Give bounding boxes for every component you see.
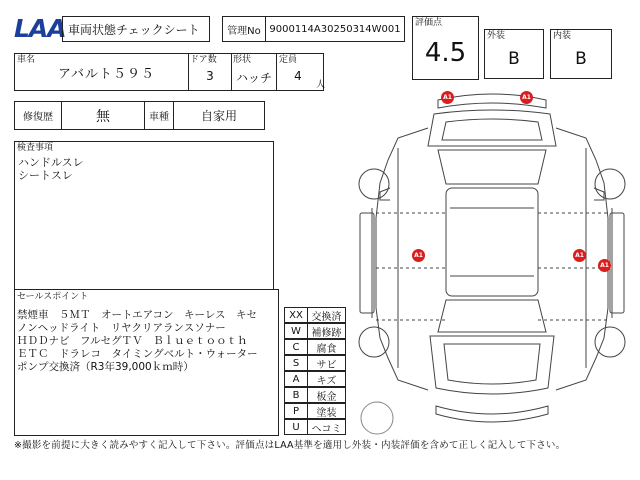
score-label: 評価点	[415, 18, 443, 28]
exterior-value: B	[508, 49, 520, 69]
doors-label: ドア数	[190, 55, 217, 65]
capacity-unit: 人	[316, 80, 326, 90]
shape-label: 形状	[233, 55, 252, 65]
legend-meaning: 塗装	[307, 403, 346, 419]
laa-logo: LAA	[14, 14, 66, 43]
kanri-label: 管理No	[222, 16, 266, 42]
sales-line: ノンヘッドライト リヤクリアランスソナー	[17, 322, 226, 334]
damage-mark: A1	[412, 249, 425, 262]
kanri-value: 9000114A30250314W001	[265, 16, 405, 42]
vehicle-name-value: アバルト５９５	[58, 67, 155, 82]
legend-code: U	[284, 419, 308, 435]
legend-row	[284, 307, 346, 323]
sales-label: セールスポイント	[17, 292, 89, 302]
legend-row	[284, 387, 346, 403]
legend-row	[284, 403, 346, 419]
damage-mark: A1	[520, 91, 533, 104]
capacity-label: 定員	[279, 55, 298, 65]
legend-meaning: キズ	[307, 371, 346, 387]
inspection-label: 検査事項	[17, 143, 54, 153]
legend-code: S	[284, 355, 308, 371]
inspection-line: シートスレ	[18, 169, 73, 182]
damage-mark: A1	[573, 249, 586, 262]
damage-mark: A1	[598, 259, 611, 272]
score-value: 4.5	[424, 38, 467, 68]
sales-line: ポンプ交換済（R3年39,000ｋｍ時）	[17, 361, 194, 373]
repair-value: 無	[61, 101, 145, 130]
legend-meaning: ヘコミ	[307, 419, 346, 435]
legend-row	[284, 371, 346, 387]
sales-line: 禁煙車 ５ＭＴ オートエアコン キーレス キセ	[17, 309, 258, 321]
legend-meaning: 腐食	[307, 339, 346, 355]
inspection-line: ハンドルスレ	[18, 156, 84, 169]
legend-code: A	[284, 371, 308, 387]
legend-row	[284, 339, 346, 355]
shape-value: ハッチ	[235, 71, 272, 85]
exterior-label: 外装	[487, 31, 506, 41]
legend-code: B	[284, 387, 308, 403]
legend-meaning: 交換済	[307, 307, 346, 323]
sales-line: ＥＴＣ ドラレコ タイミングベルト・ウォーター	[17, 348, 258, 360]
doors-value: 3	[206, 69, 214, 83]
legend-meaning: 板金	[307, 387, 346, 403]
legend-meaning: サビ	[307, 355, 346, 371]
damage-mark: A1	[441, 91, 454, 104]
legend-row	[284, 419, 346, 435]
interior-label: 内装	[553, 31, 572, 41]
legend-code: P	[284, 403, 308, 419]
interior-value: B	[575, 49, 587, 69]
legend-code: C	[284, 339, 308, 355]
category-value: 自家用	[173, 101, 265, 130]
legend-code: XX	[284, 307, 308, 323]
capacity-value: 4	[294, 69, 302, 83]
legend-row	[284, 323, 346, 339]
category-label: 車種	[144, 101, 174, 130]
repair-label: 修復歴	[14, 101, 62, 130]
legend-code: W	[284, 323, 308, 339]
sheet-title: 車両状態チェックシート	[68, 23, 200, 37]
vehicle-name-label: 車名	[17, 55, 36, 65]
legend-meaning: 補修跡	[307, 323, 346, 339]
sales-line: ＨＤＤナビ フルセグＴＶ Ｂｌｕｅｔｏｏｔｈ	[17, 335, 248, 347]
legend-row	[284, 355, 346, 371]
car-diagram	[350, 88, 635, 438]
footer-note: ※撮影を前提に大きく読みやすく記入して下さい。評価点はLAA基準を適用し外装・内装評価を含めて正しく記入して下さい。	[14, 440, 566, 451]
